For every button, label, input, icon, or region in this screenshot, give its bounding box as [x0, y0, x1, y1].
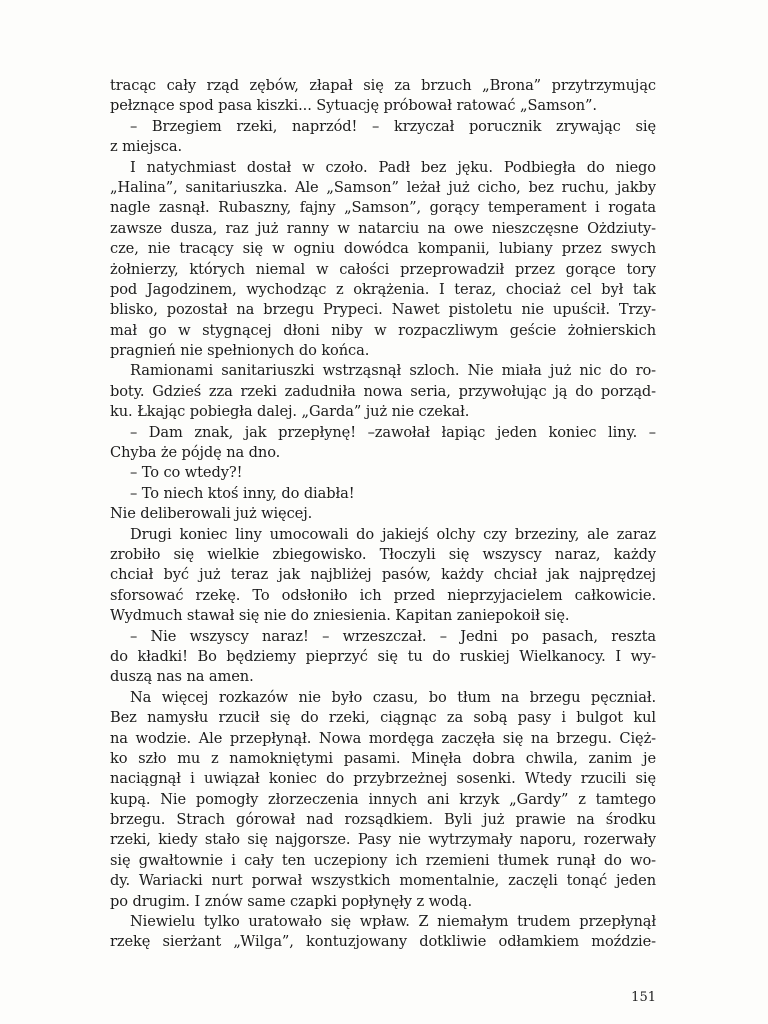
text-line: – Brzegiem rzeki, naprzód! – krzyczał porucznik zrywając się: [130, 117, 656, 135]
body-text: [110, 76, 656, 953]
text-line: blisko, pozostał na brzegu Prypeci. Nawet pistoletu nie upuścił. Trzy-: [110, 301, 656, 319]
page-number: 151: [631, 990, 656, 1005]
text-line: się gwałtownie i cały ten uczepiony ich rzemieni tłumek runął do wo-: [110, 851, 656, 869]
text-line: brzegu. Strach górował nad rozsądkiem. Byli już prawie na środku: [110, 811, 656, 829]
text-line: naciągnął i uwiązał koniec do przybrzeżnej sosenki. Wtedy rzucili się: [110, 770, 656, 788]
text-line: do kładki! Bo będziemy pieprzyć się tu do ruskiej Wielkanocy. I wy-: [110, 647, 656, 665]
text-line: zrobiło się wielkie zbiegowisko. Tłoczyli się wszyscy naraz, każdy: [110, 545, 656, 563]
text-line: tracąc cały rząd zębów, złapał się za brzuch „Brona” przytrzymując: [110, 77, 656, 94]
text-line: z miejsca.: [110, 138, 182, 156]
text-line: Bez namysłu rzucił się do rzeki, ciągnąc za sobą pasy i bulgot kul: [110, 709, 656, 727]
text-line: boty. Gdzieś zza rzeki zadudniła nowa seria, przywołując ją do porząd-: [110, 382, 656, 400]
text-line: – Nie wszyscy naraz! – wrzeszczał. – Jedni po pasach, reszta: [130, 627, 656, 645]
text-line: duszą nas na amen.: [110, 668, 254, 686]
text-line: Drugi koniec liny umocowali do jakiejś olchy czy brzeziny, ale zaraz: [130, 525, 656, 543]
text-line: kupą. Nie pomogły złorzeczenia innych ani krzyk „Gardy” z tamtego: [110, 790, 656, 808]
text-line: rzekę sierżant „Wilga”, kontuzjowany dotkliwie odłamkiem moździe-: [110, 933, 656, 951]
text-line: Niewielu tylko uratowało się wpław. Z niemałym trudem przepłynął: [130, 913, 656, 931]
text-line: – To niech ktoś inny, do diabła!: [130, 484, 355, 502]
text-line: sforsować rzekę. To odsłoniło ich przed nieprzyjacielem całkowicie.: [110, 586, 656, 604]
text-line: pełznące spod pasa kiszki... Sytuację próbował ratować „Samson”.: [110, 97, 597, 115]
text-line: Na więcej rozkazów nie było czasu, bo tłum na brzegu pęczniał.: [130, 688, 656, 706]
text-line: – To co wtedy?!: [130, 464, 243, 482]
text-line: Wydmuch stawał się nie do zniesienia. Kapitan zaniepokoił się.: [110, 607, 570, 625]
text-line: dy. Wariacki nurt porwał wszystkich momentalnie, zaczęli tonąć jeden: [110, 872, 656, 890]
text-line: ku. Łkając pobiegła dalej. „Garda” już nie czekał.: [110, 403, 470, 421]
text-line: nagle zasnął. Rubaszny, fajny „Samson”, gorący temperament i rogata: [110, 199, 656, 217]
text-line: „Halina”, sanitariuszka. Ale „Samson” leżał już cicho, bez ruchu, jakby: [110, 178, 656, 196]
text-line: zawsze dusza, raz już ranny w natarciu na owe nieszczęsne Ożdziuty-: [110, 219, 656, 237]
text-line: chciał być już teraz jak najbliżej pasów, każdy chciał jak najprędzej: [110, 566, 656, 584]
text-line: ko szło mu z namokniętymi pasami. Minęła dobra chwila, zanim je: [110, 749, 656, 767]
text-line: po drugim. I znów same czapki popłynęły z wodą.: [110, 892, 473, 910]
text-line: pod Jagodzinem, wychodząc z okrążenia. I teraz, chociaż cel był tak: [110, 280, 656, 298]
text-line: żołnierzy, których niemal w całości przeprowadził przez gorące tory: [110, 260, 656, 278]
text-line: Nie deliberowali już więcej.: [110, 505, 313, 523]
text-line: pragnień nie spełnionych do końca.: [110, 342, 370, 360]
text-line: cze, nie tracący się w ogniu dowódca kompanii, lubiany przez swych: [110, 240, 656, 258]
text-line: Chyba że pójdę na dno.: [110, 444, 281, 462]
text-line: rzeki, kiedy stało się najgorsze. Pasy nie wytrzymały naporu, rozerwały: [110, 831, 656, 849]
text-line: na wodzie. Ale przepłynął. Nowa mordęga zaczęła się na brzegu. Cięż-: [110, 729, 656, 747]
text-line: – Dam znak, jak przepłynę! –zawołał łapiąc jeden koniec liny. –: [130, 423, 656, 441]
text-line: mał go w stygnącej dłoni niby w rozpaczliwym geście żołnierskich: [110, 321, 656, 339]
text-line: I natychmiast dostał w czoło. Padł bez jęku. Podbiegła do niego: [130, 158, 656, 176]
text-line: Ramionami sanitariuszki wstrząsnął szloch. Nie miała już nic do ro-: [130, 362, 656, 380]
